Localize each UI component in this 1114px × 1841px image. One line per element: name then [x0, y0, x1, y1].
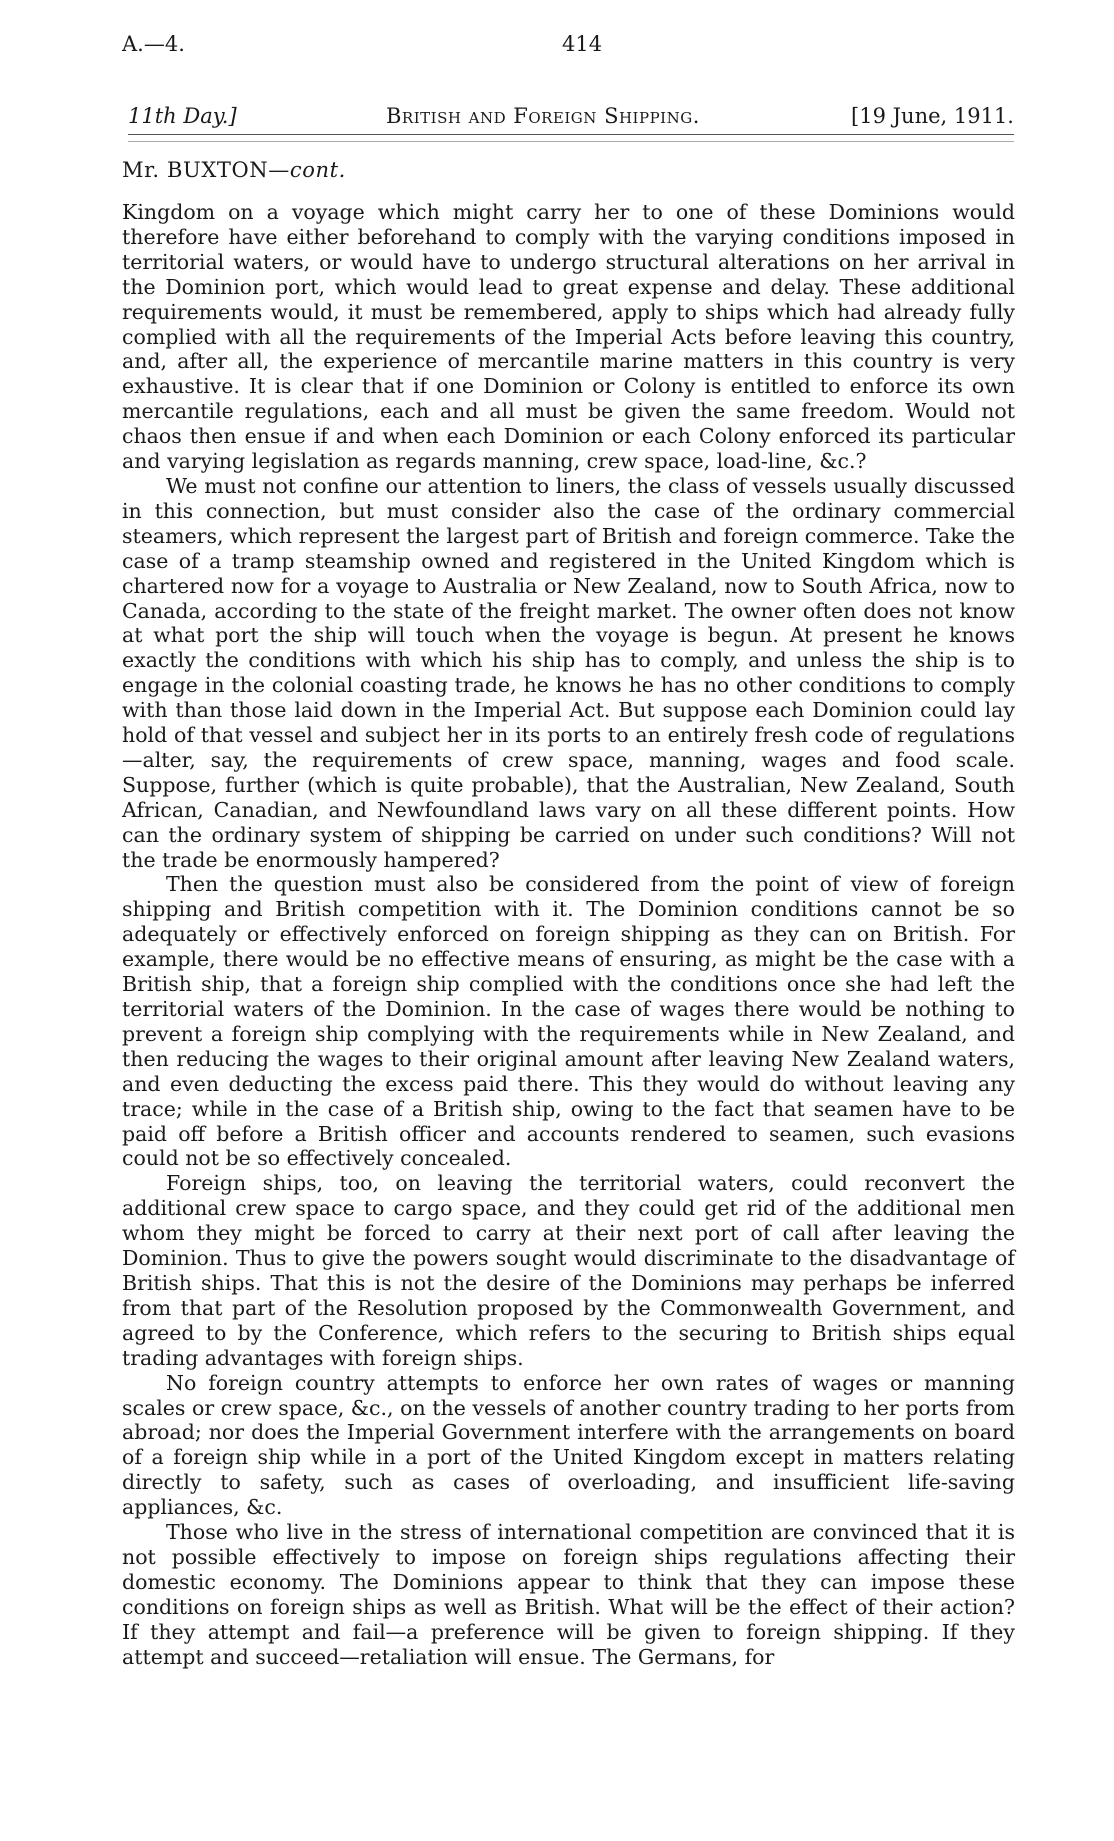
page-top-line [122, 26, 1014, 60]
running-head-title: British and Foreign Shipping. [386, 104, 700, 128]
paragraph: We must not confine our attention to liners, the class of vessels usually discussed in this connection, but must consider also the case of the ordinary commercial steamers, which represent the largest part of British and foreign commerce. Take the case of a tramp steamship owned and registered in the United Kingdom which is chartered now for a voyage to Australia or New Zealand, now to South Africa, now to Canada, according to the state of the freight market. The owner often does not know at what port the ship will touch when the voyage is begun. At present he knows exactly the conditions with which his ship has to comply, and unless the ship is to engage in the colonial coasting trade, he knows he has no other conditions to comply with than those laid down in the Imperial Act. But suppose each Dominion could lay hold of that vessel and subject her in its ports to an entirely fresh code of regulations—alter, say, the requirements of crew space, manning, wages and food scale. Suppose, further (which is quite probable), that the Australian, New Zealand, South African, Canadian, and Newfoundland laws vary on all these different points. How can the ordinary system of shipping be carried on under such conditions? Will not the trade be enormously hampered? [122, 473, 1015, 872]
speaker-heading [122, 158, 346, 182]
body-text [122, 200, 1015, 1669]
speaker-continued: cont. [289, 158, 346, 182]
running-head-date: [19 June, 1911. [851, 104, 1014, 128]
paragraph: Those who live in the stress of international competition are convinced that it is not possible effectively to impose on foreign ships regulations affecting their domestic economy. The Dominions appear to think that they can impose these conditions on foreign ships as well as British. What will be the effect of their action? If they attempt and fail—a preference will be given to foreign shipping. If they attempt and succeed—retaliation will ensue. The Germans, for [122, 1520, 1015, 1669]
document-reference: A.—4. [122, 32, 185, 56]
paragraph: No foreign country attempts to enforce her own rates of wages or manning scales or crew space, &c., on the vessels of another country trading to her ports from abroad; nor does the Imperial Government interfere with the arrangements on board of a foreign ship while in a port of the United Kingdom except in matters relating directly to safety, such as cases of overloading, and insufficient life-saving appliances, &c. [122, 1370, 1015, 1520]
header-rule [128, 134, 1014, 135]
paragraph: Then the question must also be considered from the point of view of foreign shipping and British competition with it. The Dominion conditions cannot be so adequately or effectively enforced on foreign shipping as they can on British. For example, there would be no effective means of ensuring, as might be the case with a British ship, that a foreign ship complied with the conditions once she had left the territorial waters of the Dominion. In the case of wages there would be nothing to prevent a foreign ship complying with the requirements while in New Zealand, and then reducing the wages to their original amount after leaving New Zealand waters, and even deducting the excess paid there. This they would do without leaving any trace; while in the case of a British ship, owing to the fact that seamen have to be paid off before a British officer and accounts rendered to seamen, such evasions could not be so effectively concealed. [122, 872, 1015, 1171]
page-number: 414 [562, 32, 603, 56]
paragraph: Kingdom on a voyage which might carry her to one of these Dominions would therefore have either beforehand to comply with the varying conditions imposed in territorial waters, or would have to undergo structural alterations on her arrival in the Dominion port, which would lead to great expense and delay. These additional requirements would, it must be remembered, apply to ships which had already fully complied with all the requirements of the Imperial Acts before leaving this country, and, after all, the experience of mercantile marine matters in this country is very exhaustive. It is clear that if one Dominion or Colony is entitled to enforce its own mercantile regulations, each and all must be given the same freedom. Would not chaos then ensue if and when each Dominion or each Colony enforced its particular and varying legislation as regards manning, crew space, load-line, &c.? [122, 200, 1015, 474]
paragraph: Foreign ships, too, on leaving the territorial waters, could reconvert the additional crew space to cargo space, and they could get rid of the additional men whom they might be forced to carry at their next port of call after leaving the Dominion. Thus to give the powers sought would discriminate to the disadvantage of British ships. That this is not the desire of the Dominions may perhaps be inferred from that part of the Resolution proposed by the Commonwealth Government, and agreed to by the Conference, which refers to the securing to British ships equal trading advantages with foreign ships. [122, 1171, 1015, 1370]
speaker-name: Mr. BUXTON— [122, 158, 290, 182]
running-head-day: 11th Day.] [128, 104, 237, 128]
header-rule-secondary [128, 141, 1014, 142]
running-head [128, 98, 1014, 134]
